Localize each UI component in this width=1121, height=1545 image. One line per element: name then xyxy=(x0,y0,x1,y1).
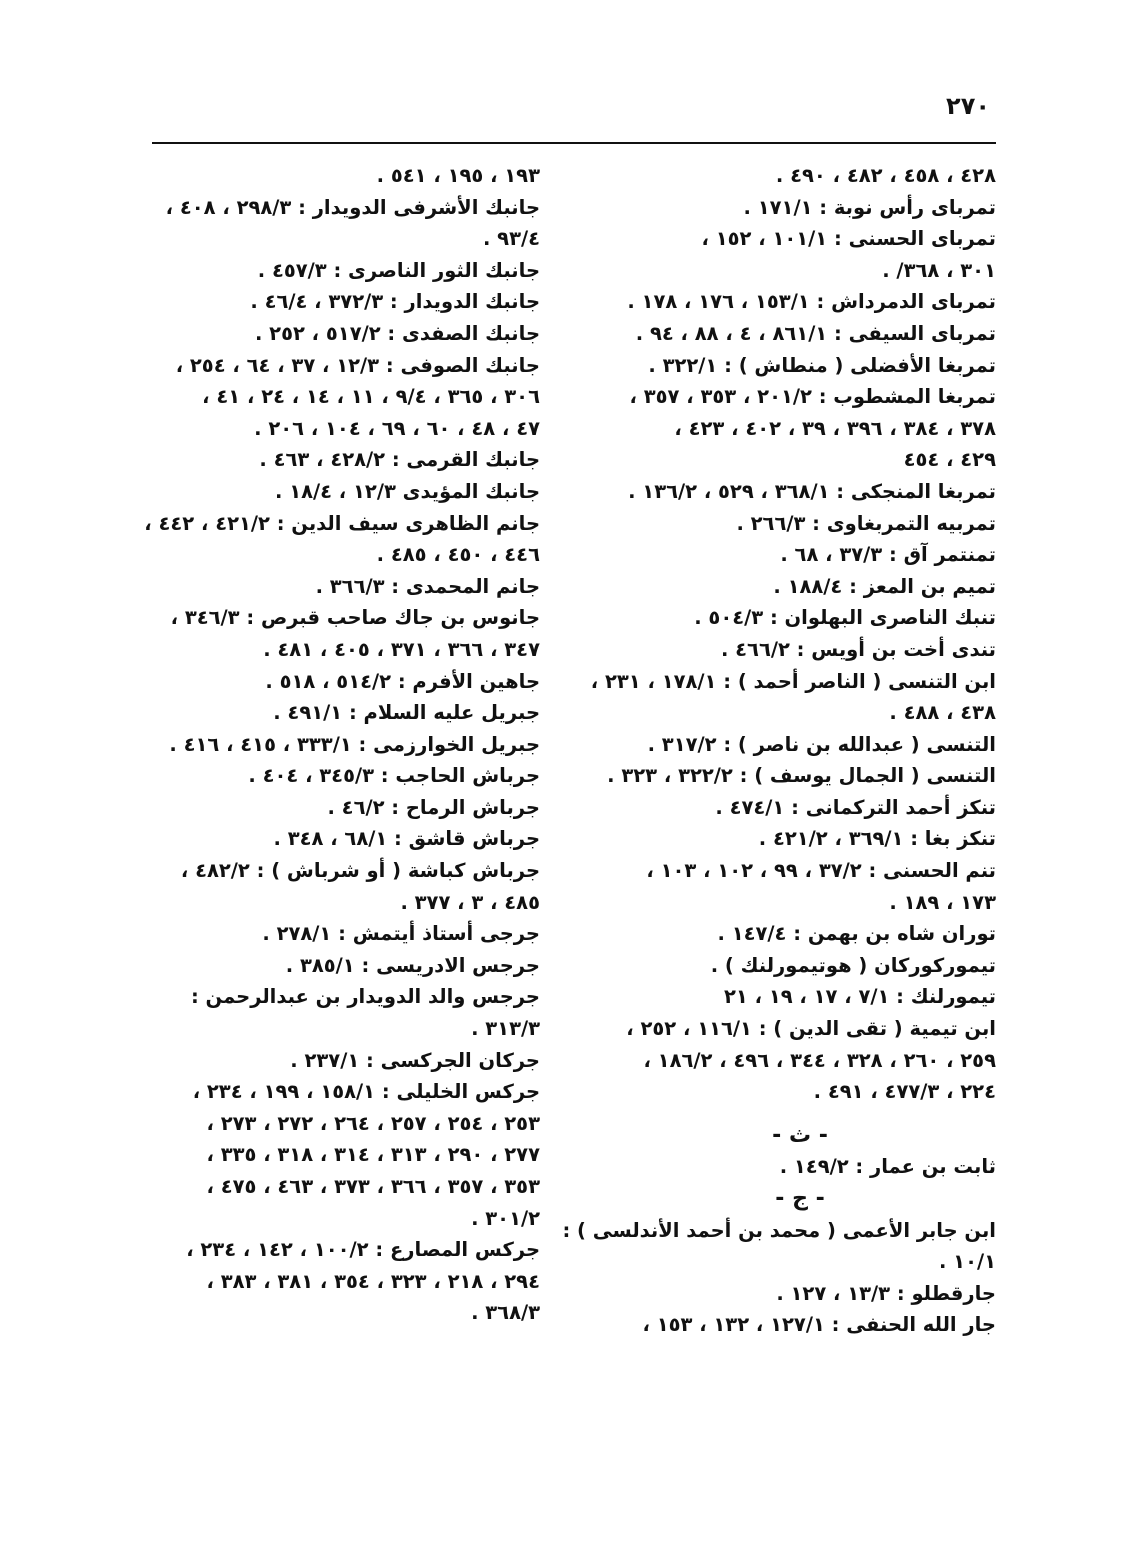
index-line: جار الله الحنفی : ١٢٧/١ ، ١٣٢ ، ١٥٣ ، xyxy=(642,1313,996,1337)
index-line: جرباش قاشق : ٦٨/١ ، ٣٤٨ . xyxy=(273,827,540,851)
index-line: ٣٠١/٢ . xyxy=(471,1206,540,1230)
index-line: ٢٩٤ ، ٢١٨ ، ٣٢٣ ، ٣٥٤ ، ٣٨١ ، ٣٨٣ ، xyxy=(206,1269,540,1293)
index-line: تمنتمر آق : ٣٧/٣ ، ٦٨ . xyxy=(780,543,996,567)
index-line: ٤٣٨ ، ٤٨٨ . xyxy=(889,701,996,725)
index-line: ١٩٣ ، ١٩٥ ، ٥٤١ . xyxy=(376,164,540,187)
tha-entries xyxy=(604,1151,996,1183)
index-line: جانبك الدویدار : ٣٧٢/٣ ، ٤٦/٤ . xyxy=(250,290,540,314)
index-line: ابن تیمیة ( تقی الدین ) : ١١٦/١ ، ٢٥٢ ، xyxy=(626,1017,996,1041)
letter-heading-jim: - ج - xyxy=(775,1186,825,1211)
index-line: تنكز أحمد التركمانی : ٤٧٤/١ . xyxy=(715,795,996,819)
index-line: ٤٨٥ ، ٣ ، ٣٧٧ . xyxy=(400,890,540,914)
index-line: جركان الجركسی : ٢٣٧/١ . xyxy=(290,1048,540,1072)
index-line: جرجس والد الدویدار بن عبدالرحمن : xyxy=(190,985,540,1009)
index-line: تمربای الحسنى : ١٠١/١ ، ١٥٢ ، xyxy=(701,227,996,251)
index-line: ٣٤٧ ، ٣٦٦ ، ٣٧١ ، ٤٠٥ ، ٤٨١ . xyxy=(263,637,540,661)
index-line: جرجس الادریسی : ٣٨٥/١ . xyxy=(285,953,540,977)
index-line: جرباش الرماح : ٤٦/٢ . xyxy=(327,795,540,819)
index-line: تمیم بن المعز : ١٨٨/٤ . xyxy=(773,574,996,598)
jim-entries xyxy=(562,1215,996,1341)
index-line: ٢٧٧ ، ٢٩٠ ، ٣١٣ ، ٣١٤ ، ٣١٨ ، ٣٣٥ ، xyxy=(206,1143,540,1167)
index-line: ٣١٣/٣ . xyxy=(471,1017,540,1041)
index-line: توران شاه بن بهمن : ١٤٧/٤ . xyxy=(717,922,996,946)
index-line: ثابت بن عمار : ١٤٩/٢ . xyxy=(779,1155,996,1179)
index-line: جرجی أستاذ أیتمش : ٢٧٨/١ . xyxy=(262,922,540,946)
index-line: جاهین الأفرم : ٥١٤/٢ ، ٥١٨ . xyxy=(265,669,540,693)
index-line: ابن التنسی ( الناصر أحمد ) : ١٧٨/١ ، ٢٣١ ، xyxy=(590,669,996,693)
page-number: ٢٧٠ xyxy=(946,92,990,120)
index-line: ١٠/١ . xyxy=(938,1250,996,1274)
index-line: ٣٠١ ، ٣٦٨/ . xyxy=(882,258,996,282)
index-line: تندی أخت بن أویس : ٤٦٦/٢ . xyxy=(720,637,996,661)
index-line: التنسی ( عبدالله بن ناصر ) : ٣١٧/٢ . xyxy=(647,732,996,756)
index-line: جانم المحمدی : ٣٦٦/٣ . xyxy=(315,574,540,598)
index-line: جبریل الخوارزمی : ٣٣٣/١ ، ٤١٥ ، ٤١٦ . xyxy=(169,732,540,756)
index-line: جركس المصارع : ١٠٠/٢ ، ١٤٢ ، ٢٣٤ ، xyxy=(186,1238,540,1262)
index-line: جانبك القرمی : ٤٢٨/٢ ، ٤٦٣ . xyxy=(259,448,540,472)
index-line: ٤٧ ، ٤٨ ، ٦٠ ، ٦٩ ، ١٠٤ ، ٢٠٦ . xyxy=(254,416,540,440)
index-line: ٣٦٨/٣ . xyxy=(471,1301,540,1325)
index-line: ابن جابر الأعمى ( محمد بن أحمد الأندلسی ) : xyxy=(562,1218,996,1242)
index-line: تمربغا المنجكی : ٣٦٨/١ ، ٥٢٩ ، ١٣٦/٢ . xyxy=(628,479,996,503)
index-line: ٢٥٣ ، ٢٥٤ ، ٢٥٧ ، ٢٦٤ ، ٢٧٢ ، ٢٧٣ ، xyxy=(206,1111,540,1135)
header-rule xyxy=(152,142,996,144)
index-line: ٤٢٩ ، ٤٥٤ xyxy=(903,448,996,472)
index-line: تنبك الناصری البهلوان : ٥٠٤/٣ . xyxy=(694,606,996,630)
index-line: تیمورلنك : ٧/١ ، ١٧ ، ١٩ ، ٢١ xyxy=(724,985,996,1009)
index-line: جانم الظاهری سیف الدین : ٤٢١/٢ ، ٤٤٢ ، xyxy=(144,511,540,535)
index-column-left xyxy=(144,160,540,1329)
left-entries xyxy=(144,160,540,1329)
index-line: تمربای السیفی : ٨٦١/١ ، ٤ ، ٨٨ ، ٩٤ . xyxy=(635,321,996,345)
index-line: تنم الحسنی : ٣٧/٢ ، ٩٩ ، ١٠٢ ، ١٠٣ ، xyxy=(646,859,996,883)
index-line: ٩٣/٤ . xyxy=(482,227,540,251)
index-line: التنسی ( الجمال یوسف ) : ٣٢٢/٢ ، ٣٢٣ . xyxy=(607,764,996,788)
index-line: ٢٢٤ ، ٤٧٧/٣ ، ٤٩١ . xyxy=(813,1080,996,1104)
index-line: ٤٤٦ ، ٤٥٠ ، ٤٨٥ . xyxy=(376,543,540,567)
index-line: جركس الخلیلی : ١٥٨/١ ، ١٩٩ ، ٢٣٤ ، xyxy=(192,1080,540,1104)
index-line: تنكز بغا : ٣٦٩/١ ، ٤٢١/٢ . xyxy=(758,827,996,851)
index-line: تمربای الدمرداش : ١٥٣/١ ، ١٧٦ ، ١٧٨ . xyxy=(627,290,996,314)
index-line: جارقطلو : ١٣/٣ ، ١٢٧ . xyxy=(776,1281,996,1305)
index-column-right xyxy=(562,160,996,1341)
letter-heading-tha: - ث - xyxy=(772,1122,828,1148)
index-line: جانبك الأشرفی الدویدار : ٢٩٨/٣ ، ٤٠٨ ، xyxy=(165,195,540,219)
index-line: جبریل علیه السلام : ٤٩١/١ . xyxy=(273,701,540,725)
index-line: ٣٠٦ ، ٣٦٥ ، ٩/٤ ، ١١ ، ١٤ ، ٢٤ ، ٤١ ، xyxy=(202,385,540,409)
index-line: تیمورکوركان ( هوتیمورلنك ) . xyxy=(710,953,996,977)
index-line: ٣٧٨ ، ٣٨٤ ، ٣٩٦ ، ٣٩ ، ٤٠٢ ، ٤٢٣ ، xyxy=(674,416,996,440)
index-line: جرباش الحاجب : ٣٤٥/٣ ، ٤٠٤ . xyxy=(248,764,540,788)
right-entries xyxy=(590,160,996,1108)
index-line: جانبك الصفدی : ٥١٧/٢ ، ٢٥٢ . xyxy=(254,321,540,345)
index-line: تمربغا المشطوب : ٢٠١/٢ ، ٣٥٣ ، ٣٥٧ ، xyxy=(629,385,996,409)
index-line: تمربغا الأفضلی ( منطاش ) : ٣٢٢/١ . xyxy=(648,353,996,377)
index-line: ١٧٣ ، ١٨٩ . xyxy=(889,890,996,914)
index-line: ٢٥٩ ، ٢٦٠ ، ٣٢٨ ، ٣٤٤ ، ٤٩٦ ، ١٨٦/٢ ، xyxy=(643,1048,996,1072)
index-line: جانبك المؤیدی ١٢/٣ ، ١٨/٤ . xyxy=(274,479,540,503)
index-line: جانوس بن جاك صاحب قبرص : ٣٤٦/٣ ، xyxy=(170,606,540,630)
index-line: ٤٢٨ ، ٤٥٨ ، ٤٨٢ ، ٤٩٠ . xyxy=(775,164,996,187)
index-line: جرباش كباشة ( أو شرباش ) : ٤٨٢/٢ ، xyxy=(180,859,540,883)
index-line: ٣٥٣ ، ٣٥٧ ، ٣٦٦ ، ٣٧٣ ، ٤٦٣ ، ٤٧٥ ، xyxy=(206,1175,540,1198)
index-line: تمربیه التمربغاوی : ٢٦٦/٣ . xyxy=(736,511,996,535)
index-line: جانبك الصوفی : ١٢/٣ ، ٣٧ ، ٦٤ ، ٢٥٤ ، xyxy=(175,353,540,377)
index-line: جانبك الثور الناصری : ٤٥٧/٣ . xyxy=(257,258,540,282)
index-line: تمربای رأس نوبة : ١٧١/١ . xyxy=(743,195,996,219)
